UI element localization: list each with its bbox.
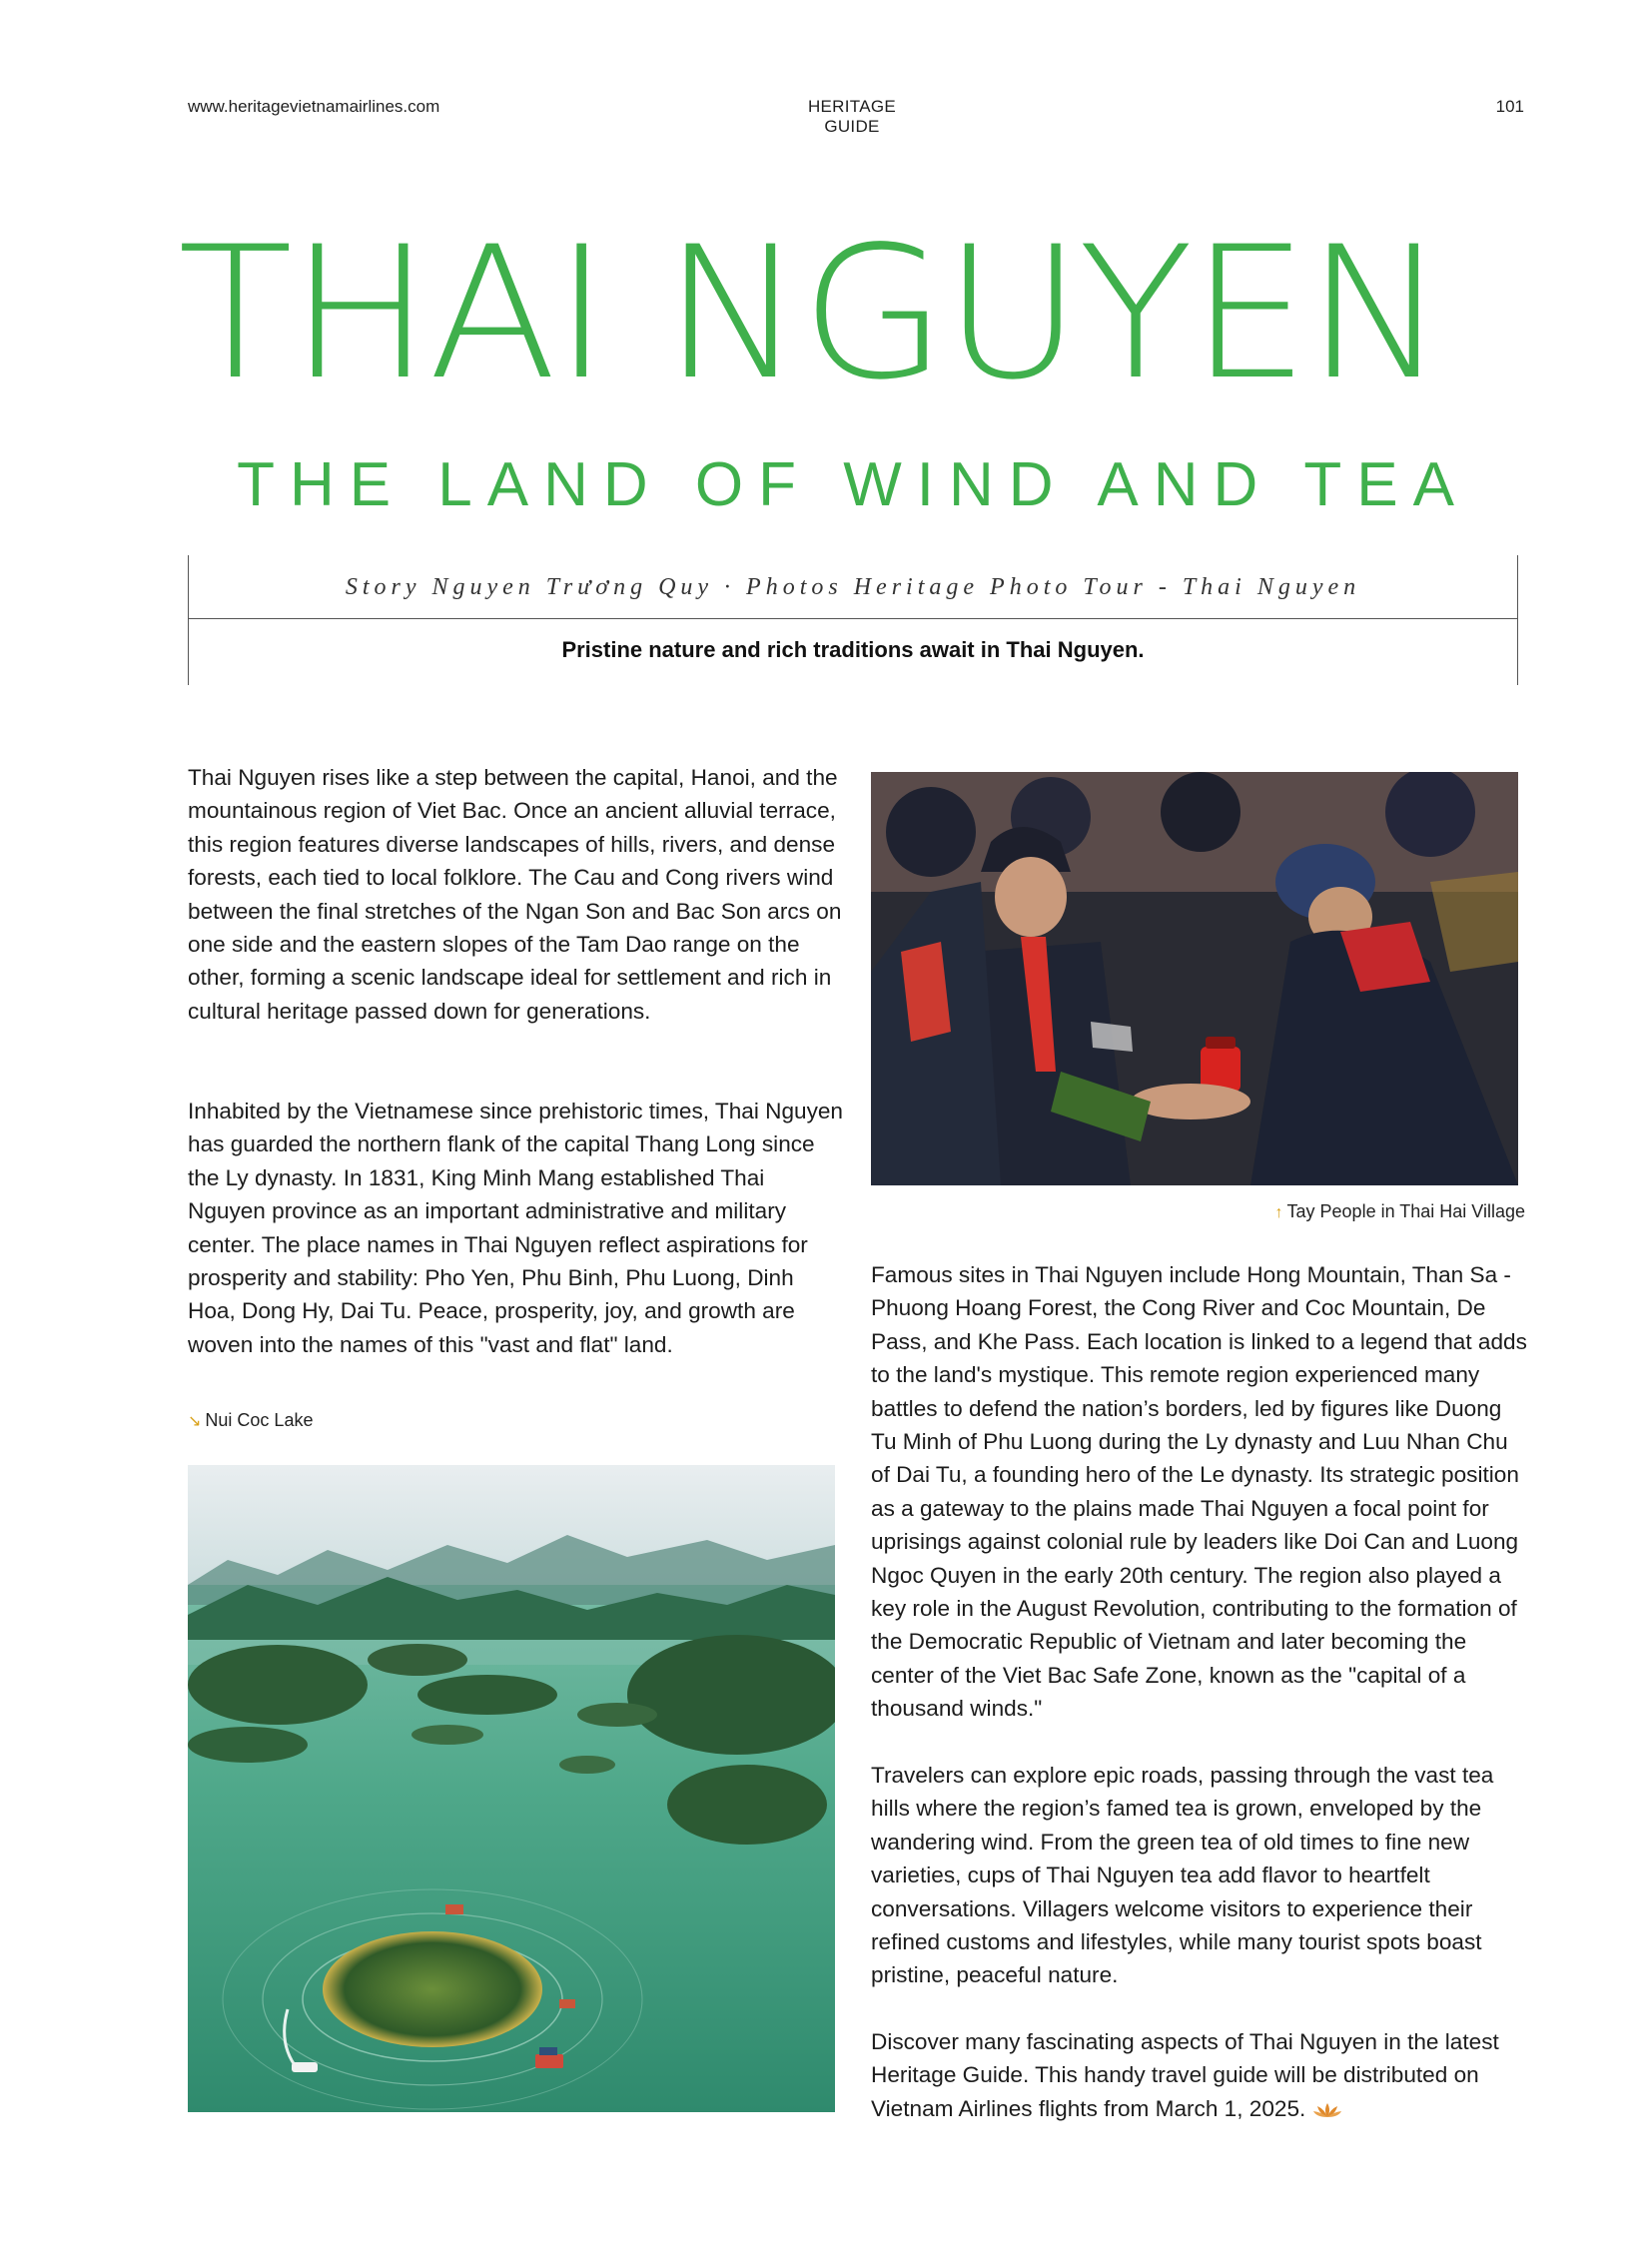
body-paragraph-5 bbox=[871, 2025, 1530, 2125]
photo-tay-people bbox=[871, 772, 1518, 1185]
page-number: 101 bbox=[1495, 97, 1524, 116]
caption-text: Nui Coc Lake bbox=[205, 1410, 314, 1430]
byline: Story Nguyen Trương Quy · Photos Heritage Photo Tour - Thai Nguyen bbox=[345, 574, 1361, 600]
page-title: THAI NGUYEN bbox=[178, 208, 1444, 420]
arrow-up-icon: ↑ bbox=[1274, 1204, 1283, 1221]
header-url[interactable]: www.heritagevietnamairlines.com bbox=[188, 97, 440, 116]
caption-text: Tay People in Thai Hai Village bbox=[1286, 1201, 1525, 1221]
lotus-icon bbox=[1312, 2101, 1342, 2119]
photo-nui-coc-lake bbox=[188, 1465, 835, 2112]
body-paragraph-3: Famous sites in Thai Nguyen include Hong Mountain, Than Sa - Phuong Hoang Forest, the Cong River and Coc Mountain, De Pass, and Khe Pass. Each location is linked to a legend that adds to the land's mystique. This remote region experienced many battles to defend the nation’s borders, led by figures like Duong Tu Minh of Phu Luong during the Ly dynasty and Luu Nhan Chu of Dai Tu, a founding hero of the Le dynasty. Its strategic position as a gateway to the plains made Thai Nguyen a focal point for uprisings against colonial rule by leaders like Doi Can and Luong Ngoc Quyen in the early 20th century. The region also played a key role in the August Revolution, contributing to the formation of the Democratic Republic of Vietnam and later becoming the center of the Viet Bac Safe Zone, known as the "capital of a thousand winds." bbox=[871, 1262, 1527, 1722]
body-paragraph-1: Thai Nguyen rises like a step between the capital, Hanoi, and the mountainous region of Viet Bac. Once an ancient alluvial terrace, this region features diverse landscapes of hills, rivers, and dense forests, each tied to local folklore. The Cau and Cong rivers wind between the final stretches of the Ngan Son and Bac Son arcs on one side and the eastern slopes of the Tam Dao range on the other, forming a scenic landscape ideal for settlement and rich in cultural heritage passed down for generations. bbox=[188, 765, 842, 1024]
body-paragraph-5-text: Discover many fascinating aspects of Thai Nguyen in the latest Heritage Guide. This handy travel guide will be distributed on Vietnam Airlines flights from March 1, 2025. bbox=[871, 2029, 1499, 2121]
header-section-label: HERITAGE GUIDE bbox=[807, 97, 897, 136]
caption-tay-people bbox=[1275, 1201, 1525, 1222]
page-subtitle: THE LAND OF WIND AND TEA bbox=[237, 450, 1469, 519]
body-paragraph-4: Travelers can explore epic roads, passing through the vast tea hills where the region’s famed tea is grown, enveloped by the wandering wind. From the green tea of old times to fine new varieties, cups of Thai Nguyen tea add flavor to heartfelt conversations. Villagers welcome visitors to experience their refined customs and lifestyles, while many tourist spots boast pristine, peaceful nature. bbox=[871, 1763, 1494, 1988]
tagline: Pristine nature and rich traditions await in Thai Nguyen. bbox=[561, 637, 1145, 662]
credits-box bbox=[188, 555, 1518, 685]
arrow-down-right-icon: ↘ bbox=[188, 1413, 202, 1430]
caption-nui-coc-lake bbox=[188, 1410, 313, 1431]
body-paragraph-2: Inhabited by the Vietnamese since prehistoric times, Thai Nguyen has guarded the northern flank of the capital Thang Long since the Ly dynasty. In 1831, King Minh Mang established Thai Nguyen province as an important administrative and military center. The place names in Thai Nguyen reflect aspirations for prosperity and stability: Pho Yen, Phu Binh, Phu Luong, Dinh Hoa, Dong Hy, Dai Tu. Peace, prosperity, joy, and growth are woven into the names of this "vast and flat" land. bbox=[188, 1099, 844, 1357]
